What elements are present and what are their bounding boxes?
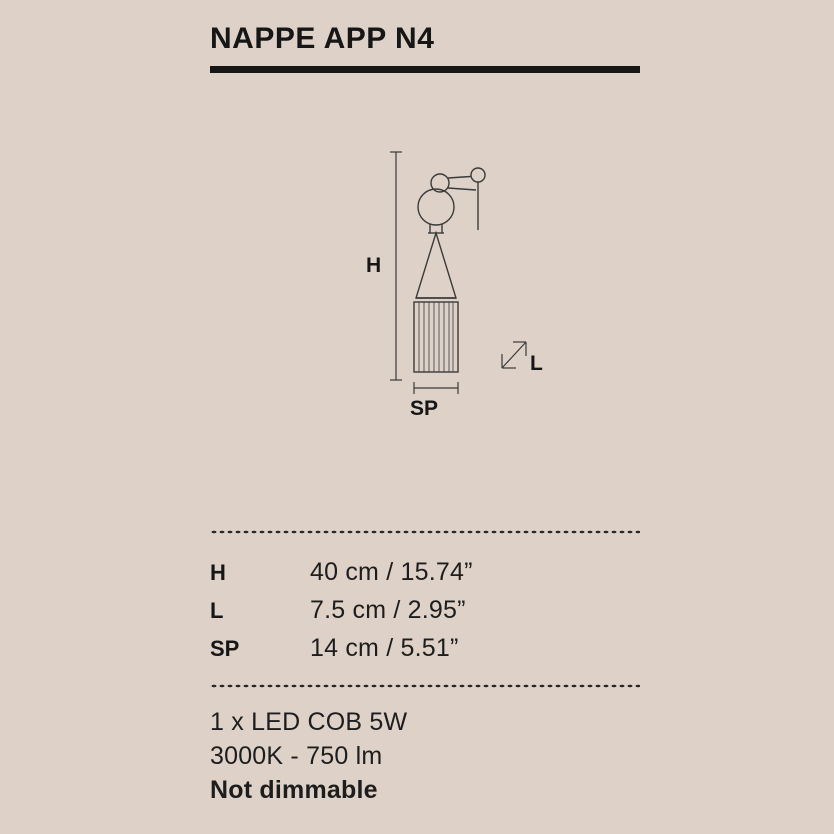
dimension-label-l: L xyxy=(530,352,543,375)
title-underline xyxy=(210,66,640,73)
product-drawing-svg xyxy=(330,130,630,440)
table-row xyxy=(210,634,640,672)
dimension-value: 40 cm / 15.74” xyxy=(310,558,473,586)
dimension-label-sp: SP xyxy=(409,397,439,420)
lamp-specs xyxy=(210,705,650,807)
dimming-note: Not dimmable xyxy=(210,776,378,804)
table-row xyxy=(210,596,640,634)
dimension-value: 7.5 cm / 2.95” xyxy=(310,596,466,624)
product-drawing xyxy=(330,130,630,440)
lamp-source: 1 x LED COB 5W xyxy=(210,708,408,736)
dimension-key: H xyxy=(210,560,226,585)
divider-bottom xyxy=(210,684,640,688)
table-row xyxy=(210,558,640,596)
dimension-key: L xyxy=(210,598,224,623)
divider-top xyxy=(210,530,640,534)
dimension-key: SP xyxy=(210,636,240,661)
dimension-label-h: H xyxy=(366,254,382,277)
dimensions-table xyxy=(210,558,640,672)
dimension-value: 14 cm / 5.51” xyxy=(310,634,459,662)
page-title: NAPPE APP N4 xyxy=(210,22,435,55)
lamp-output: 3000K - 750 lm xyxy=(210,742,383,770)
